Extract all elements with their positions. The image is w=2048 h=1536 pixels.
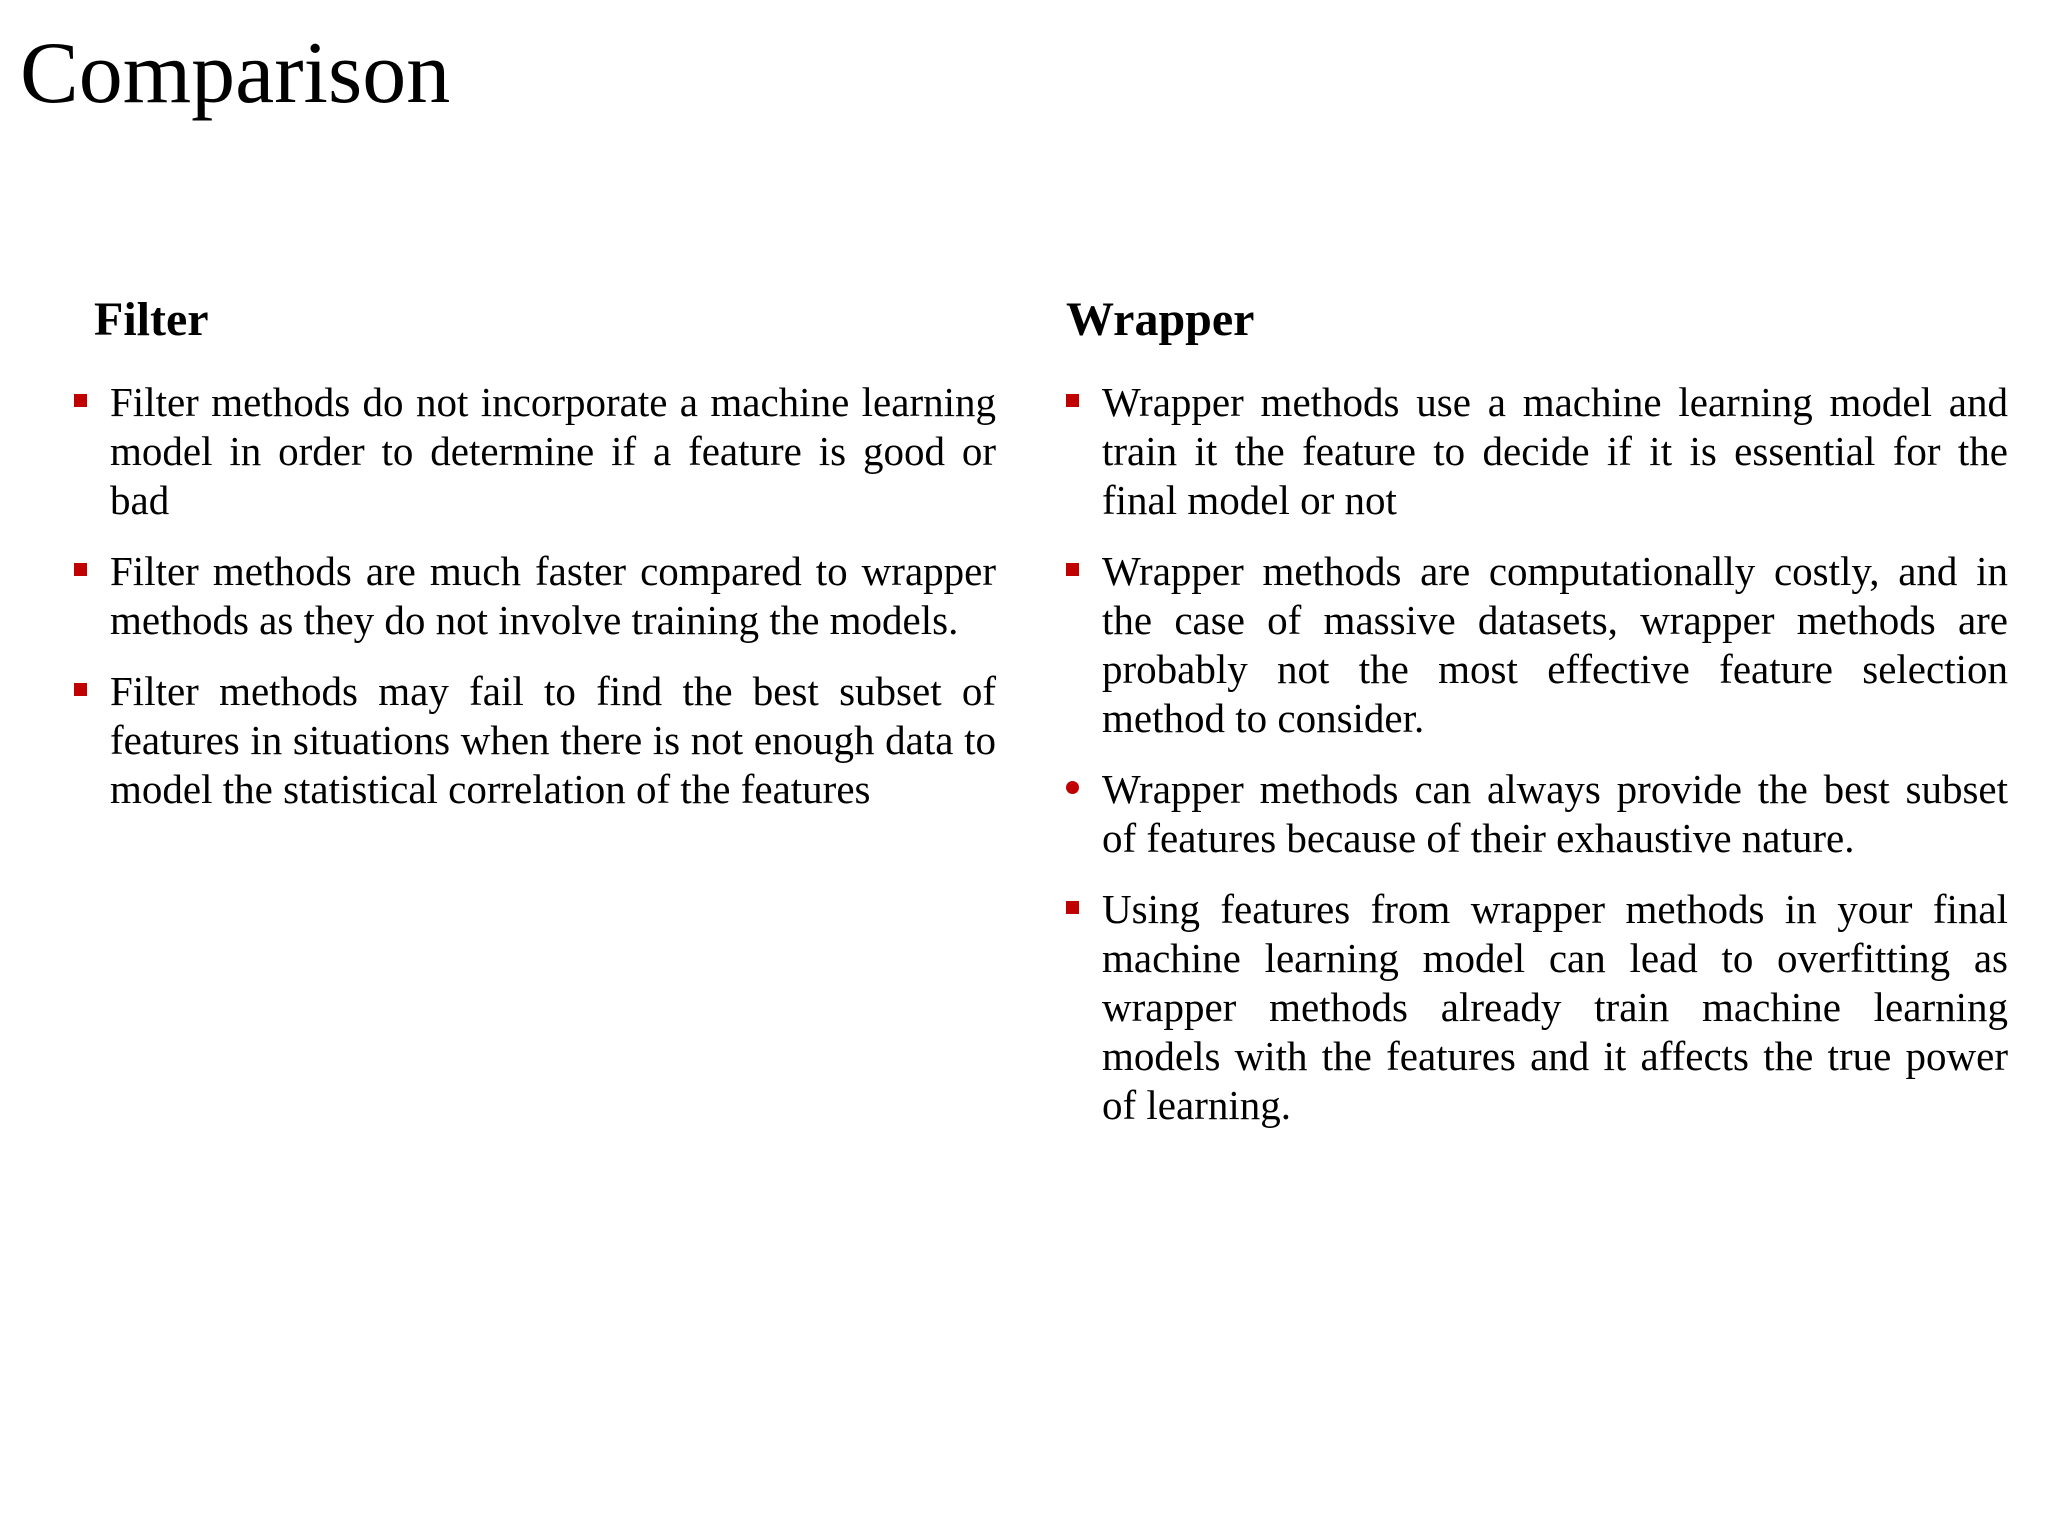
bullet-text: Wrapper methods are computationally costly, and in the case of massive datasets, wrapper methods are probably not the most effective feature selection method to consider.: [1102, 548, 2008, 741]
filter-heading: Filter: [94, 293, 209, 346]
bullet-text: Using features from wrapper methods in your final machine learning model can lead to overfitting as wrapper methods already train machine learning models with the features and it affects the true power of learning.: [1102, 886, 2008, 1128]
square-bullet-icon: [1066, 563, 1079, 576]
filter-column: [74, 290, 996, 836]
wrapper-heading: Wrapper: [1066, 293, 1255, 346]
wrapper-bullet-2: [1066, 547, 2008, 743]
wrapper-column: [1066, 290, 2008, 1152]
wrapper-bullet-1: [1066, 378, 2008, 525]
square-bullet-icon: [1066, 901, 1079, 914]
bullet-text: Filter methods are much faster compared to wrapper methods as they do not involve training the models.: [110, 548, 996, 643]
square-bullet-icon: [1066, 394, 1079, 407]
filter-bullet-3: [74, 667, 996, 814]
round-bullet-icon: [1066, 781, 1079, 794]
bullet-text: Wrapper methods use a machine learning model and train it the feature to decide if it is essential for the final model or not: [1102, 379, 2008, 523]
filter-bullet-list: [74, 378, 996, 814]
wrapper-bullet-4: [1066, 885, 2008, 1130]
wrapper-bullet-list: [1066, 378, 2008, 1130]
bullet-text: Filter methods may fail to find the best subset of features in situations when there is not enough data to model the statistical correlation of the features: [110, 668, 996, 812]
square-bullet-icon: [74, 563, 87, 576]
square-bullet-icon: [74, 683, 87, 696]
square-bullet-icon: [74, 394, 87, 407]
filter-bullet-1: [74, 378, 996, 525]
filter-bullet-2: [74, 547, 996, 645]
bullet-text: Wrapper methods can always provide the best subset of features because of their exhaustive nature.: [1102, 766, 2008, 861]
slide-title: Comparison: [20, 25, 451, 122]
wrapper-bullet-3: [1066, 765, 2008, 863]
bullet-text: Filter methods do not incorporate a machine learning model in order to determine if a feature is good or bad: [110, 379, 996, 523]
